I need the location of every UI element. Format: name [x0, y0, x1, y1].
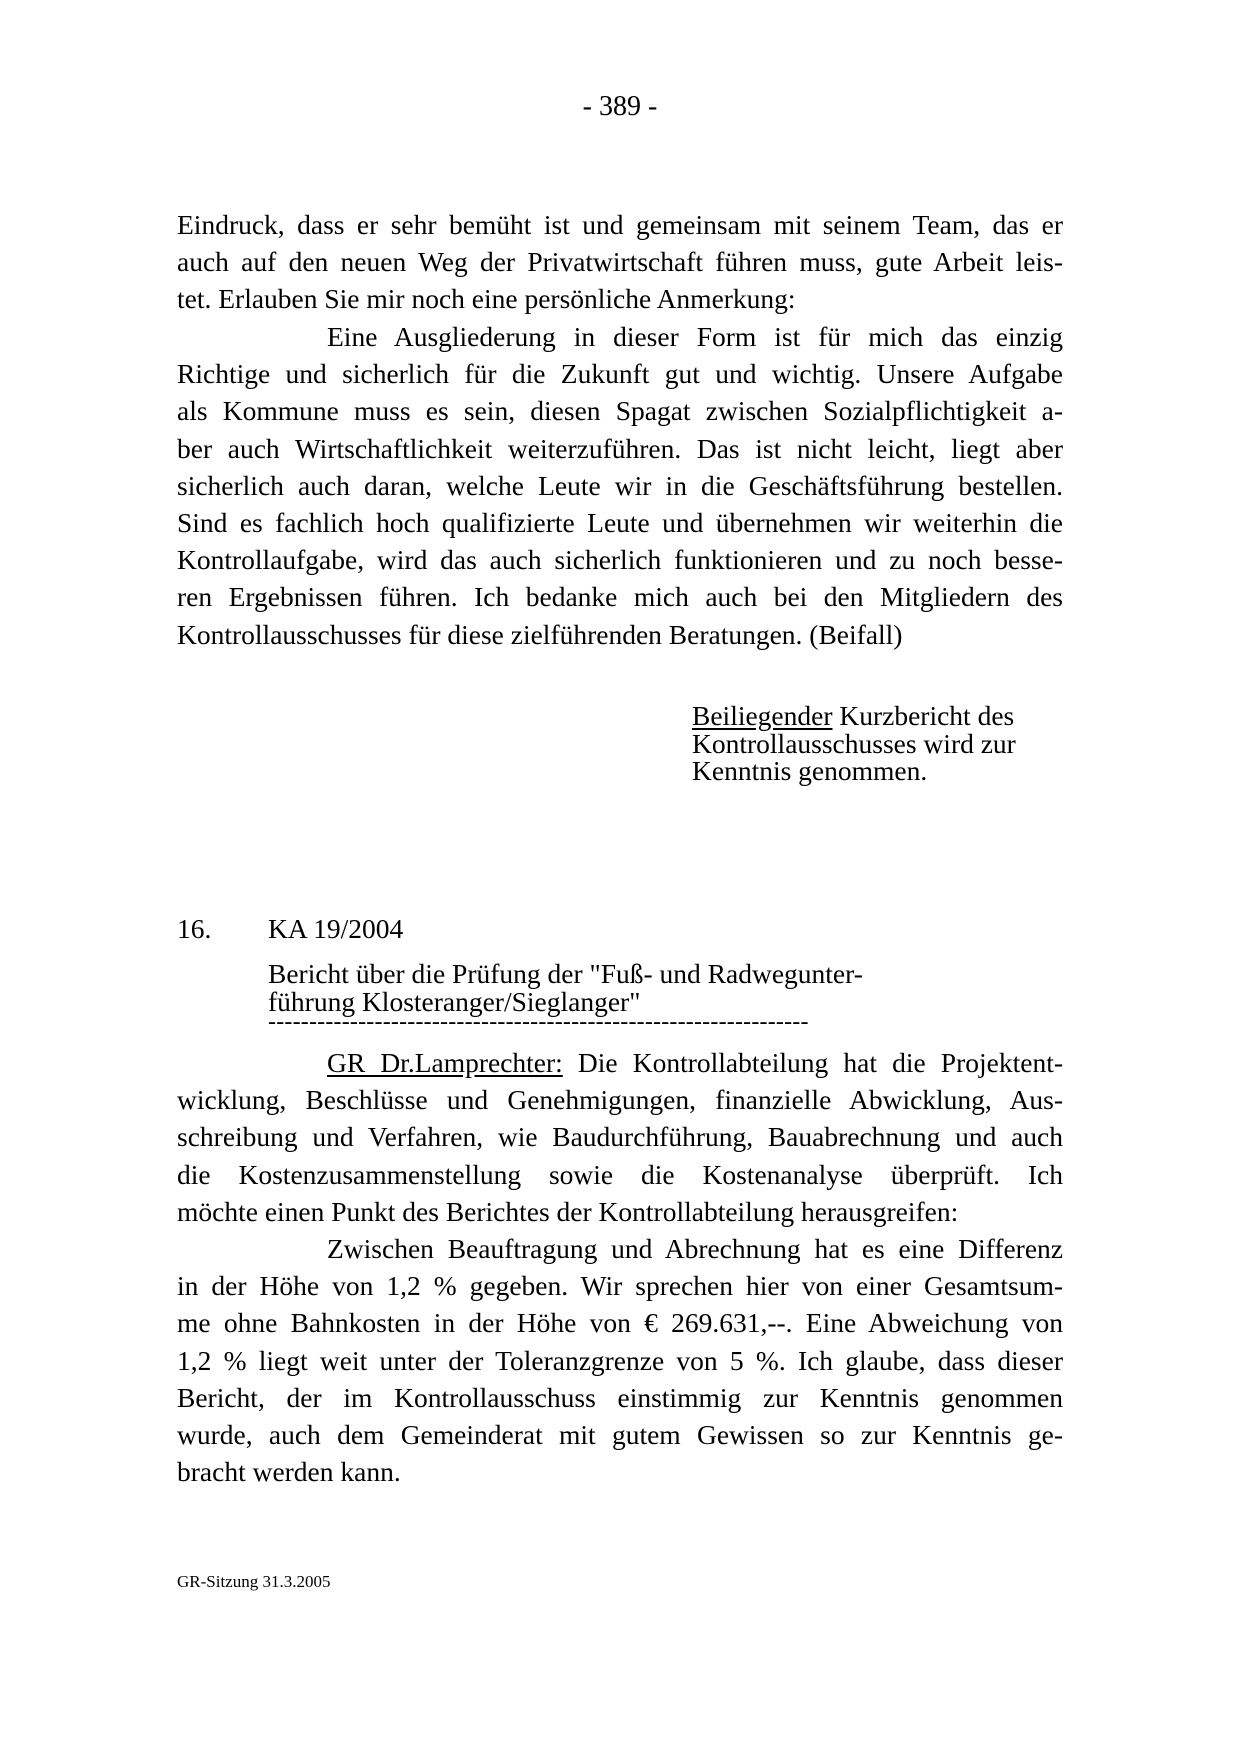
agenda-item-title-line: führung Klosteranger/Sieglanger": [268, 985, 641, 1017]
text-line: auch auf den neuen Weg der Privatwirtschaft führen muss, gute Arbeit leis-: [177, 246, 1063, 278]
text-line: Sind es fachlich hoch qualifizierte Leute und übernehmen wir weiterhin die: [177, 507, 1063, 539]
resolution-note: [692, 702, 1016, 785]
text-line: Bericht, der im Kontrollausschuss einstimmig zur Kenntnis genommen: [177, 1381, 1063, 1413]
text-line: 1,2 % liegt weit unter der Toleranzgrenze von 5 %. Ich glaube, dass dieser: [177, 1344, 1063, 1376]
text-line: möchte einen Punkt des Berichtes der Kontrollabteilung herausgreifen:: [177, 1195, 959, 1227]
text-line: ren Ergebnissen führen. Ich bedanke mich auch bei den Mitgliedern des: [177, 581, 1063, 613]
text-line: wurde, auch dem Gemeinderat mit gutem Gewissen so zur Kenntnis ge-: [177, 1419, 1063, 1451]
text-line: schreibung und Verfahren, wie Baudurchführung, Bauabrechnung und auch: [177, 1121, 1063, 1153]
speaker-text: Die Kontrollabteilung hat die Projektent-: [562, 1047, 1063, 1078]
resolution-text: Kurzbericht des: [832, 700, 1015, 731]
text-line: sicherlich auch daran, welche Leute wir in die Geschäftsführung bestellen.: [177, 469, 1063, 501]
text-line: ber auch Wirtschaftlichkeit weiterzuführen. Das ist nicht leicht, liegt aber: [177, 432, 1063, 464]
text-line: als Kommune muss es sein, diesen Spagat zwischen Sozialpflichtigkeit a-: [177, 395, 1063, 427]
text-line: me ohne Bahnkosten in der Höhe von € 269.631,--. Eine Abweichung von: [177, 1307, 1063, 1339]
dashed-separator: ------------------------------------------------------------------: [268, 1009, 809, 1035]
text-line: Richtige und sicherlich für die Zukunft gut und wichtig. Unsere Aufgabe: [177, 358, 1063, 390]
resolution-line: Kenntnis genommen.: [692, 755, 928, 786]
agenda-item-number: 16.: [177, 913, 212, 944]
footer-session-date: GR-Sitzung 31.3.2005: [177, 1572, 331, 1591]
agenda-item-reference: KA 19/2004: [268, 913, 404, 944]
text-line: wicklung, Beschlüsse und Genehmigungen, finanzielle Abwicklung, Aus-: [177, 1084, 1063, 1116]
paragraph-continuation: [177, 206, 1063, 318]
text-line: die Kostenzusammenstellung sowie die Kostenanalyse überprüft. Ich: [177, 1158, 1063, 1190]
speaker-name: GR Dr.Lamprechter:: [327, 1047, 563, 1078]
resolution-line: Kontrollausschusses wird zur: [692, 727, 1016, 759]
text-line: Zwischen Beauftragung und Abrechnung hat es eine Differenz: [327, 1233, 1063, 1264]
agenda-item-title-line: Bericht über die Prüfung der "Fuß- und Radwegunter-: [268, 958, 863, 989]
resolution-line: [692, 702, 1016, 730]
paragraph-outsourcing: [177, 318, 1063, 653]
text-line: Eine Ausgliederung in dieser Form ist für mich das einzig: [327, 321, 1063, 352]
paragraph-speaker: [177, 1044, 1063, 1230]
text-line: [177, 1044, 1063, 1081]
text-line: Eindruck, dass er sehr bemüht ist und gemeinsam mit seinem Team, das er: [177, 209, 1063, 240]
text-line: Kontrollaufgabe, wird das auch sicherlich funktionieren und zu noch besse-: [177, 544, 1063, 576]
text-line: bracht werden kann.: [177, 1456, 401, 1488]
agenda-item-title: [268, 960, 863, 1015]
text-line: tet. Erlauben Sie mir noch eine persönliche Anmerkung:: [177, 283, 796, 315]
paragraph-cost-difference: [177, 1230, 1063, 1490]
resolution-underlined-word: Beiliegender: [692, 700, 833, 731]
page-number: - 389 -: [582, 91, 658, 122]
text-line: in der Höhe von 1,2 % gegeben. Wir sprechen hier von einer Gesamtsum-: [177, 1270, 1063, 1302]
text-line: Kontrollausschusses für diese zielführenden Beratungen. (Beifall): [177, 618, 903, 650]
